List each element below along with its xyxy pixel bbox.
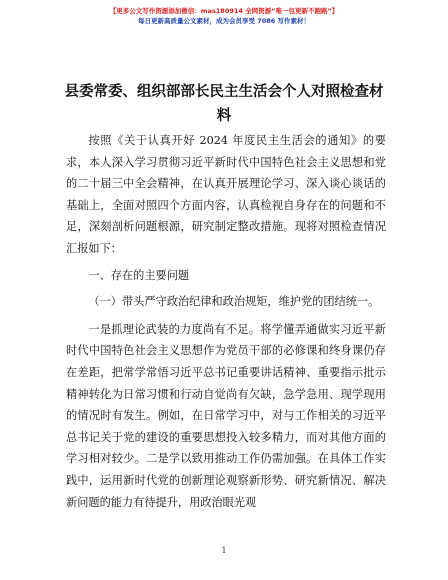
- promo-line-membership: 每日更新高质量公文素材，成为会员享受 7086 写作素材！: [137, 17, 311, 25]
- document-body: [66, 130, 386, 513]
- intro-paragraph: 按照《关于认真开好 2024 年度民主生活会的通知》的要求，本人深入学习贯彻习近平新时代中国特色社会主义思想和党的二十届三中全会精神，在认真开展理论学习、深入谈心谈话的基础上，全面对照四个方面内容，认真检视自身存在的问题和不足，深刻剖析问题根源，研究制定整改措施。现将对照检查情况汇报如下：: [66, 134, 386, 255]
- promo-line-wechat: 【更多公文写作资源添加微信：mas180914 全网资源“唯一包更新不跑路”】: [109, 7, 339, 15]
- subsection-heading: （一）带头严守政治纪律和政治规矩，维护党的团结统一。: [88, 295, 380, 309]
- page-number: 1: [221, 546, 227, 555]
- document-title: 县委常委、组织部部长民主生活会个人对照检查材料: [64, 84, 384, 124]
- body-paragraph: 一是抓理论武装的力度尚有不足。将学懂弄通做实习近平新时代中国特色社会主义思想作为党员干部的必修课和终身课仍存在差距，把常学常悟习近平总书记重要讲话精神、重要指示批示精神转化为日常习惯和行动自觉尚有欠缺，急学急用、现学现用的情况时有发生。例如，在日常学习中，对与工作相关的习近平总书记关于党的建设的重要思想投入较多精力，而对其他方面的学习相对较少。二是学以致用推动工作仍需加强。在具体工作实践中，运用新时代党的创新理论观察新形势、研究新情况、解决新问题的能力有待提升，用政治眼光观: [66, 322, 386, 509]
- promo-banner: [0, 6, 448, 26]
- section-heading: 一、存在的主要问题: [88, 268, 190, 282]
